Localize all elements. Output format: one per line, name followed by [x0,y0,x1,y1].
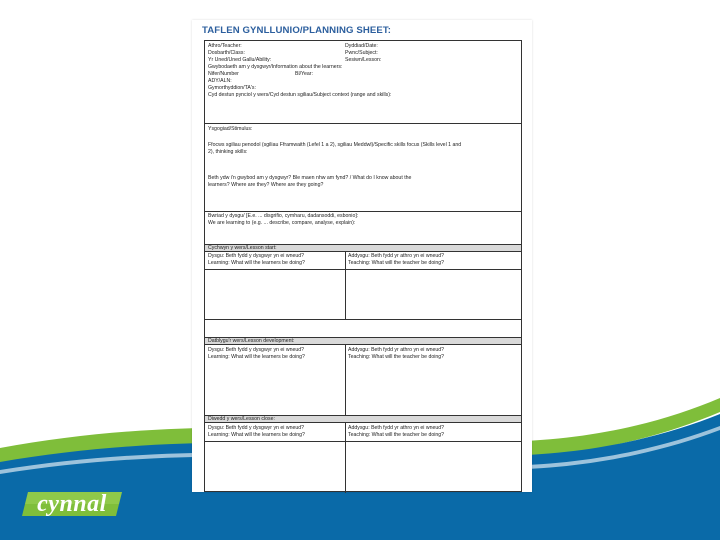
lesson-label: Sesiwn/Lesson: [345,57,382,63]
teaching-question-en: Teaching: What will the teacher be doing? [348,354,445,360]
teacher-label: Athro/Teacher: [208,43,242,49]
row-divider [205,269,521,270]
teaching-question-cy: Addysgu: Beth fydd yr athro yn ei wneud? [348,347,445,353]
number-label: Nifer/Number [208,71,239,77]
row-divider [205,319,521,320]
learning-question-en: Learning: What will the learners be doing? [208,354,305,360]
column-divider [345,423,346,493]
class-label: Dosbarth/Class: [208,50,245,56]
section-band-lesson-close [205,415,521,423]
teaching-question-en: Teaching: What will the teacher be doing? [348,432,445,438]
learners-where-line-1: Beth ydw i'n gwybod am y dysgwyr? Ble maen nhw am fynd? / What do I know about the [208,175,412,181]
stimulus-label: Ysgogiad/Stimulus: [208,126,253,132]
teaching-question-cy: Addysgu: Beth fydd yr athro yn ei wneud? [348,425,445,431]
section-title: Cychwyn y wers/Lesson start: [208,245,277,251]
learning-question-cy: Dysgu: Beth fydd y dysgwyr yn ei wneud? [208,347,305,353]
ability-label: Yr Uned/Uned Gallu/Ability: [208,57,272,63]
planning-sheet [192,20,532,492]
divider [205,211,521,212]
column-divider [345,345,346,423]
column-divider [345,252,346,319]
divider [205,123,521,124]
row-divider [205,441,521,442]
subject-label: Pwnc/Subject: [345,50,378,56]
learners-where-line-2: learners? Where are they? Where are they going? [208,182,324,188]
ta-label: Gymorthyddion/TA's: [208,85,256,91]
subject-context-label: Cyd destun pynciol y wers/Cyd destun sgiliau/Subject context (range and skills): [208,92,392,98]
sheet-title: TAFLEN GYNLLUNIO/PLANNING SHEET: [202,25,392,36]
section-title: Datblygu'r wers/Lesson development: [208,338,295,344]
teaching-question-en: Teaching: What will the teacher be doing? [348,260,445,266]
aln-label: ADY/ALN: [208,78,232,84]
learners-info-label: Gwybodaeth am y dysgwyr/Information about the learners: [208,64,343,70]
learning-intention-cy: Bwriad y dysgu/ [E.e. ... disgrifio, cymharu, dadansoddi, esbonio]: [208,213,359,219]
date-label: Dyddiad/Date: [345,43,378,49]
section-band-lesson-start [205,244,521,252]
planning-form [204,40,522,492]
skills-focus-line-2: 2), thinking skills: [208,149,248,155]
learning-question-cy: Dysgu: Beth fydd y dysgwyr yn ei wneud? [208,425,305,431]
skills-focus-line-1: Ffocws sgiliau penodol (sgiliau Fframwaith (Lefel 1 a 2), sgiliau Meddwl)/Specific skills focus (Skills level 1 and [208,142,462,148]
learning-question-en: Learning: What will the learners be doing? [208,260,305,266]
section-title: Diwedd y wers/Lesson close: [208,416,275,422]
logo-text: cynnal [37,491,107,517]
learning-intention-en: We are learning to (e.g. ... describe, compare, analyse, explain): [208,220,356,226]
year-label: Bl/Year: [295,71,313,77]
cynnal-logo [22,490,122,518]
learning-question-en: Learning: What will the learners be doing? [208,432,305,438]
learning-question-cy: Dysgu: Beth fydd y dysgwyr yn ei wneud? [208,253,305,259]
teaching-question-cy: Addysgu: Beth fydd yr athro yn ei wneud? [348,253,445,259]
section-band-lesson-development [205,337,521,345]
